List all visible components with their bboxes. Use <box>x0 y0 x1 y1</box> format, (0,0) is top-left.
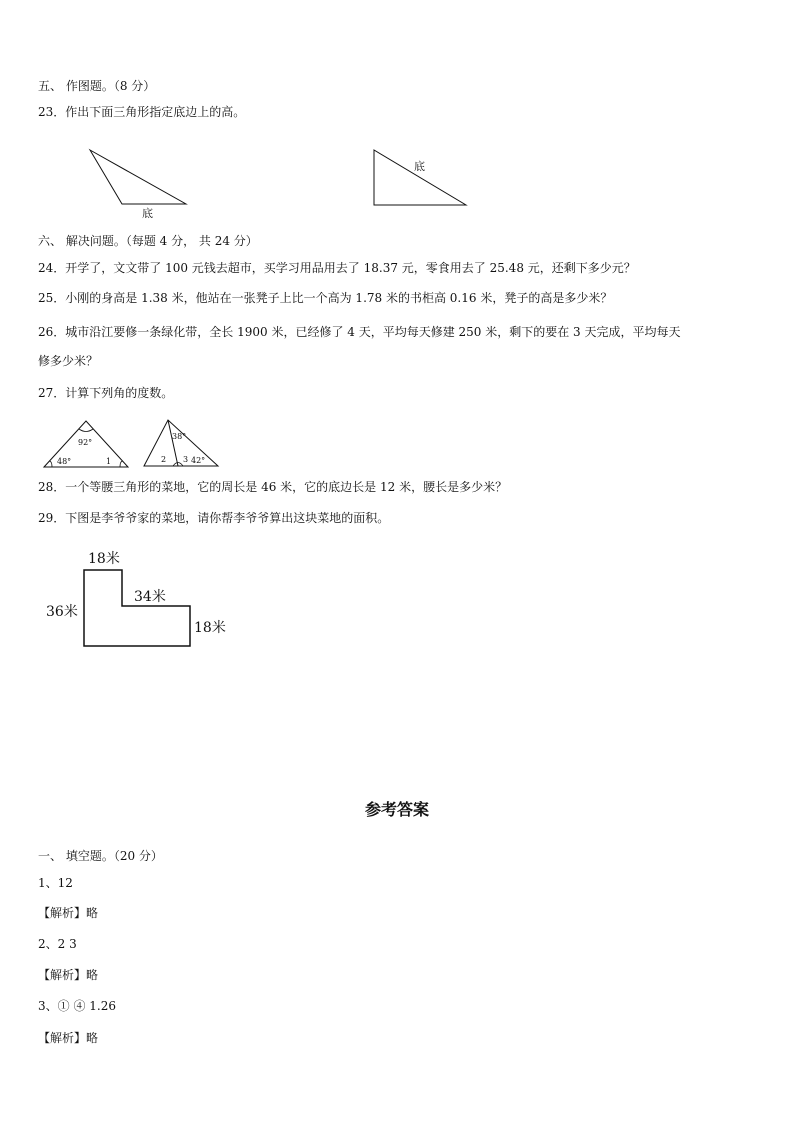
question-28: 28．一个等腰三角形的菜地，它的周长是 46 米，它的底边长是 12 米，腰长是多少米？ <box>38 480 508 494</box>
angle-label-42: 42° <box>191 456 206 465</box>
question-25: 25．小刚的身高是 1.38 米，他站在一张凳子上比一个高为 1.78 米的书柜高 0.16 米，凳子的高是多少米？ <box>38 291 613 305</box>
question-29: 29．下图是李爷爷家的菜地，请你帮李爷爷算出这块菜地的面积。 <box>38 511 390 525</box>
garden-figure <box>44 546 244 656</box>
section6-heading: 六、 解决问题。（每题 4 分， 共 24 分） <box>38 234 258 248</box>
angle-arc-right <box>120 461 123 467</box>
answer-3: 3、① ④ 1.26 <box>38 999 116 1013</box>
question-27: 27．计算下列角的度数。 <box>38 386 174 400</box>
angle-triangle-2 <box>144 420 218 466</box>
triangle-2-shape <box>374 150 466 205</box>
garden-label-top: 18米 <box>88 551 120 567</box>
section5-heading: 五、 作图题。（8 分） <box>38 79 156 93</box>
garden-l-shape <box>84 570 190 646</box>
garden-label-right: 18米 <box>194 620 226 636</box>
answer-2-note: 【解析】略 <box>38 968 99 982</box>
angle-label-92: 92° <box>78 438 93 447</box>
answers-title: 参考答案 <box>364 800 429 819</box>
angle-inner-line <box>168 420 178 466</box>
angle-label-3: 3 <box>183 455 189 464</box>
answer-3-note: 【解析】略 <box>38 1031 99 1045</box>
triangle-figure-1 <box>88 148 198 220</box>
angle-figure-2 <box>142 418 222 470</box>
angle-arc-top <box>79 429 93 432</box>
angle-label-1: 1 <box>106 457 112 466</box>
answer-2: 2、2 3 <box>38 937 77 951</box>
answers-section1-heading: 一、 填空题。（20 分） <box>38 849 163 863</box>
answer-1: 1、12 <box>38 876 73 890</box>
triangle-2-base-label: 底 <box>414 160 425 173</box>
question-24: 24．开学了，文文带了 100 元钱去超市，买学习用品用去了 18.37 元，零食用去了 25.48 元，还剩下多少元？ <box>38 261 636 275</box>
triangle-figure-2 <box>372 148 472 208</box>
angle-label-2: 2 <box>161 455 167 464</box>
angle-figure-1 <box>42 418 134 470</box>
answer-1-note: 【解析】略 <box>38 906 99 920</box>
question-26-line2: 修多少米？ <box>38 354 99 368</box>
angle-label-48: 48° <box>57 457 72 466</box>
angle-label-38: 38° <box>172 432 187 441</box>
triangle-1-base-label: 底 <box>142 207 153 220</box>
angle-arc-left <box>49 461 52 467</box>
garden-label-left: 36米 <box>46 604 78 620</box>
question-23: 23．作出下面三角形指定底边上的高。 <box>38 105 246 119</box>
question-26-line1: 26．城市沿江要修一条绿化带，全长 1900 米，已经修了 4 天，平均每天修建 250 米，剩下的要在 3 天完成，平均每天 <box>38 325 681 339</box>
garden-label-middle: 34米 <box>134 589 166 605</box>
triangle-1-shape <box>90 150 186 204</box>
